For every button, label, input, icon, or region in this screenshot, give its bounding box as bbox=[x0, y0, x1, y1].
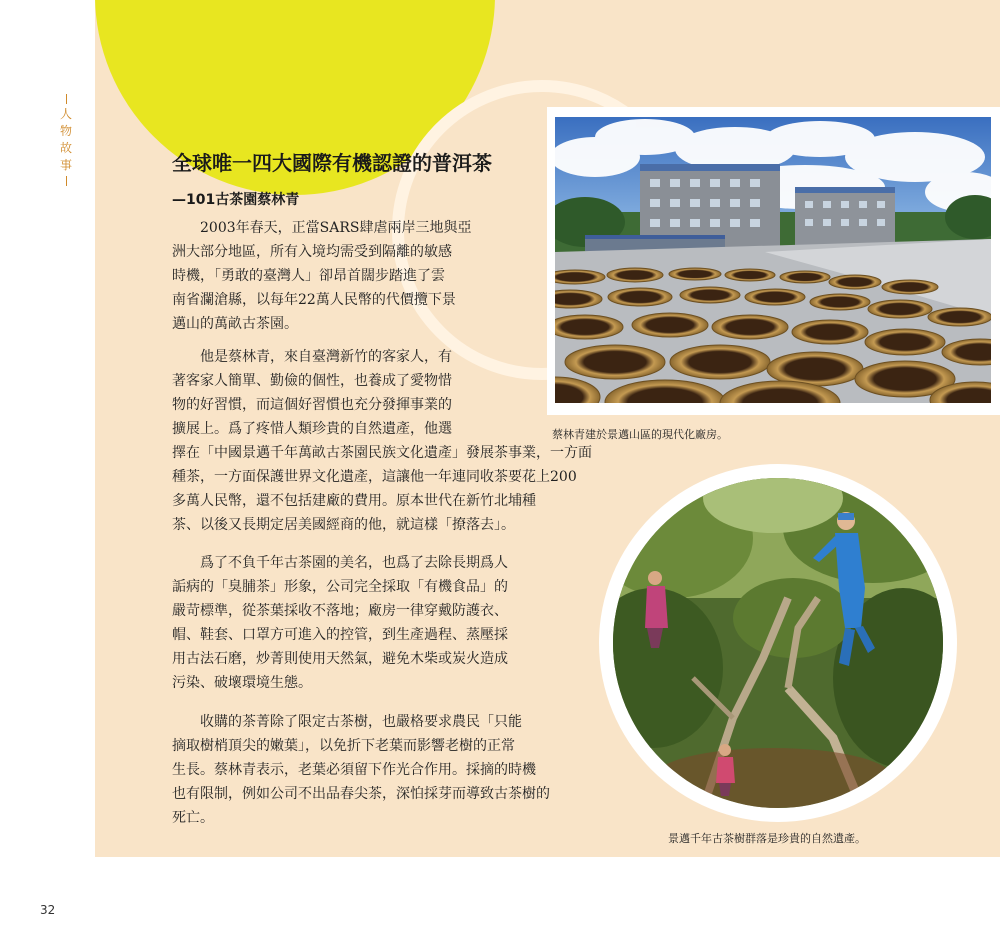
section-tab bbox=[58, 94, 74, 186]
tea-trees-photo-frame bbox=[599, 464, 957, 822]
tea-trees-photo-caption: 景邁千年古茶樹群落是珍貴的自然遺產。 bbox=[668, 832, 866, 845]
factory-photo bbox=[555, 117, 991, 403]
factory-photo-caption: 蔡林青建於景邁山區的現代化廠房。 bbox=[552, 428, 728, 441]
tea-trees-photo bbox=[613, 478, 943, 808]
page-number: 32 bbox=[40, 903, 56, 917]
article-paragraph-1: 2003年春天，正當SARS肆虐兩岸三地與亞 洲大部分地區，所有入境均需受到隔離的敏感 時機，「勇敢的臺灣人」卻昂首闊步踏進了雲 南省瀾滄縣，以每年22萬人民幣的代價攬下景 邁山的萬畝古茶園。 bbox=[172, 220, 472, 332]
section-tab-label: 人物故事 bbox=[59, 107, 72, 172]
article-paragraph-4: 收購的茶菁除了限定古茶樹，也嚴格要求農民「只能 摘取樹梢頂尖的嫩葉」，以免折下老葉而影響老樹的正常 生長。蔡林青表示，老葉必須留下作光合作用。採摘的時機 也有限制，例如公司不出品春尖茶，深怕採芽而導致古茶樹的 死亡。 bbox=[172, 714, 550, 826]
article-paragraph-2: 他是蔡林青，來自臺灣新竹的客家人，有 著客家人簡單、勤儉的個性，也養成了愛物惜 物的好習慣，而這個好習慣也充分發揮事業的 擴展上。爲了疼惜人類珍貴的自然遺產，他選 擇在「中國景邁千年萬畝古茶園民族文化遺產」發展茶事業，一方面 種茶，一方面保護世界文化遺產，這讓他一年連同收茶要花上200 多萬人民幣，還不包括建廠的費用。原本世代在新竹北埔種 茶、以後又長期定居美國經商的他，就這樣「撩落去」。 bbox=[172, 349, 592, 533]
article-subtitle: —101古茶園蔡林青 bbox=[172, 192, 300, 208]
article-title: 全球唯一四大國際有機認證的普洱茶 bbox=[172, 151, 492, 175]
article-paragraph-3: 爲了不負千年古茶園的美名，也爲了去除長期爲人 詬病的「臭脯茶」形象，公司完全採取「有機食品」的 嚴苛標準，從茶葉採收不落地；廠房一律穿戴防護衣、 帽、鞋套、口罩方可進入的控管，到生產過程、蒸壓採 用古法石磨，炒菁則使用天然氣，避免木柴或炭火造成 污染、破壞環境生態。 bbox=[172, 555, 508, 691]
factory-photo-frame bbox=[547, 107, 1000, 415]
